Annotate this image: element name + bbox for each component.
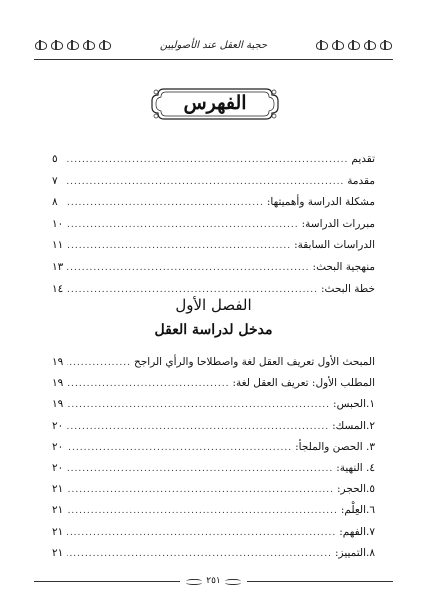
toc-entry-page: ٧ bbox=[52, 174, 58, 187]
dot-leader bbox=[67, 544, 332, 565]
ornament-icon bbox=[331, 40, 345, 50]
toc-entry[interactable] bbox=[52, 394, 375, 415]
dot-leader bbox=[67, 353, 131, 374]
dot-leader bbox=[67, 193, 264, 215]
ornament-icon bbox=[347, 40, 361, 50]
toc-entry[interactable] bbox=[52, 437, 375, 458]
toc-entry[interactable] bbox=[52, 192, 375, 214]
ornament-icon bbox=[98, 40, 112, 50]
dot-leader bbox=[67, 215, 299, 237]
toc-entry-label: ٥.الحجر: bbox=[337, 483, 375, 496]
ornament-icon bbox=[34, 40, 48, 50]
toc-entry-page: ٨ bbox=[52, 196, 58, 209]
chapter-subtitle: مدخل لدراسة العقل bbox=[154, 322, 273, 338]
header-ornament-left bbox=[34, 40, 112, 50]
toc-entry-label: ٦.العِلْم: bbox=[340, 504, 375, 517]
toc-intro-list bbox=[52, 149, 375, 300]
running-header bbox=[34, 36, 393, 54]
header-rule bbox=[34, 59, 393, 60]
dot-leader bbox=[67, 374, 229, 395]
toc-entry-label: ٣. الحصن والملجأ: bbox=[295, 440, 375, 453]
toc-entry[interactable] bbox=[52, 352, 375, 373]
ornament-icon bbox=[186, 577, 202, 585]
toc-entry[interactable] bbox=[52, 171, 375, 193]
page-title: الفهرس bbox=[183, 92, 247, 114]
page-footer bbox=[34, 574, 393, 588]
header-ornament-right bbox=[315, 40, 393, 50]
dot-leader bbox=[67, 150, 348, 172]
toc-entry-page: ٢٠ bbox=[52, 419, 64, 432]
toc-chapter-list bbox=[52, 352, 375, 564]
footer-rule-left bbox=[34, 581, 180, 582]
toc-entry-page: ٢٠ bbox=[52, 461, 64, 474]
footer-rule-right bbox=[247, 581, 393, 582]
toc-entry-page: ٢١ bbox=[52, 483, 64, 496]
toc-entry[interactable] bbox=[52, 458, 375, 479]
toc-entry-label: تقديم bbox=[351, 153, 375, 165]
toc-entry-label: الدراسات السابقة: bbox=[294, 239, 375, 252]
toc-entry-page: ١٩ bbox=[52, 377, 64, 390]
toc-entry-label: ٢.المسك: bbox=[332, 419, 375, 432]
toc-entry-label: خطة البحث: bbox=[321, 282, 375, 295]
dot-leader bbox=[67, 438, 292, 459]
toc-entry[interactable] bbox=[52, 416, 375, 437]
title-frame bbox=[150, 86, 280, 122]
toc-entry-page: ٥ bbox=[52, 153, 58, 165]
toc-entry-label: ٧.الفهم: bbox=[339, 525, 375, 538]
dot-leader bbox=[67, 236, 291, 258]
toc-entry[interactable] bbox=[52, 500, 375, 521]
toc-entry-label: ٤. النهية: bbox=[336, 461, 375, 474]
page-number: ٢٥١ bbox=[206, 576, 221, 586]
toc-entry-page: ١٩ bbox=[52, 398, 64, 411]
toc-entry-page: ١١ bbox=[52, 239, 64, 252]
footer-center bbox=[186, 576, 241, 586]
dot-leader bbox=[67, 459, 333, 480]
toc-entry-page: ٢١ bbox=[52, 504, 64, 517]
toc-entry[interactable] bbox=[52, 479, 375, 500]
toc-entry-label: مبررات الدراسة: bbox=[301, 217, 375, 230]
dot-leader bbox=[67, 395, 330, 416]
toc-entry-page: ١٠ bbox=[52, 217, 64, 230]
running-title: حجية العقل عند الأصوليين bbox=[159, 39, 268, 51]
toc-entry[interactable] bbox=[52, 214, 375, 236]
ornament-icon bbox=[315, 40, 329, 50]
dot-leader bbox=[67, 480, 334, 501]
ornament-icon bbox=[82, 40, 96, 50]
dot-leader bbox=[67, 417, 329, 438]
toc-entry-page: ٢١ bbox=[52, 525, 64, 538]
toc-entry-page: ٢٠ bbox=[52, 440, 64, 453]
toc-entry-label: مقدمة bbox=[347, 174, 375, 187]
ornament-icon bbox=[363, 40, 377, 50]
toc-entry-label: المطلب الأول: تعريف العقل لغة: bbox=[232, 377, 375, 390]
toc-entry-page: ١٤ bbox=[52, 282, 64, 295]
ornament-icon bbox=[50, 40, 64, 50]
toc-entry-label: ٨.التمييز: bbox=[334, 546, 375, 559]
toc-entry[interactable] bbox=[52, 235, 375, 257]
toc-entry-label: ١.الحبس: bbox=[333, 398, 375, 411]
toc-entry-label: مشكلة الدراسة وأهميتها: bbox=[266, 196, 375, 209]
toc-entry-page: ٢١ bbox=[52, 546, 64, 559]
toc-entry-page: ١٩ bbox=[52, 356, 64, 368]
ornament-icon bbox=[379, 40, 393, 50]
toc-entry[interactable] bbox=[52, 149, 375, 171]
toc-entry[interactable] bbox=[52, 543, 375, 564]
ornament-icon bbox=[225, 577, 241, 585]
ornament-icon bbox=[66, 40, 80, 50]
toc-entry[interactable] bbox=[52, 522, 375, 543]
toc-entry-label: منهجية البحث: bbox=[312, 260, 375, 273]
dot-leader bbox=[67, 523, 336, 544]
dot-leader bbox=[67, 258, 310, 280]
toc-entry-label: المبحث الأول تعريف العقل لغة واصطلاحا والرأي الراجح bbox=[133, 356, 375, 368]
toc-entry[interactable] bbox=[52, 373, 375, 394]
dot-leader bbox=[67, 172, 344, 194]
chapter-title: الفصل الأول bbox=[175, 296, 252, 314]
dot-leader bbox=[67, 501, 338, 522]
toc-entry[interactable] bbox=[52, 257, 375, 279]
toc-entry-page: ١٣ bbox=[52, 260, 64, 273]
